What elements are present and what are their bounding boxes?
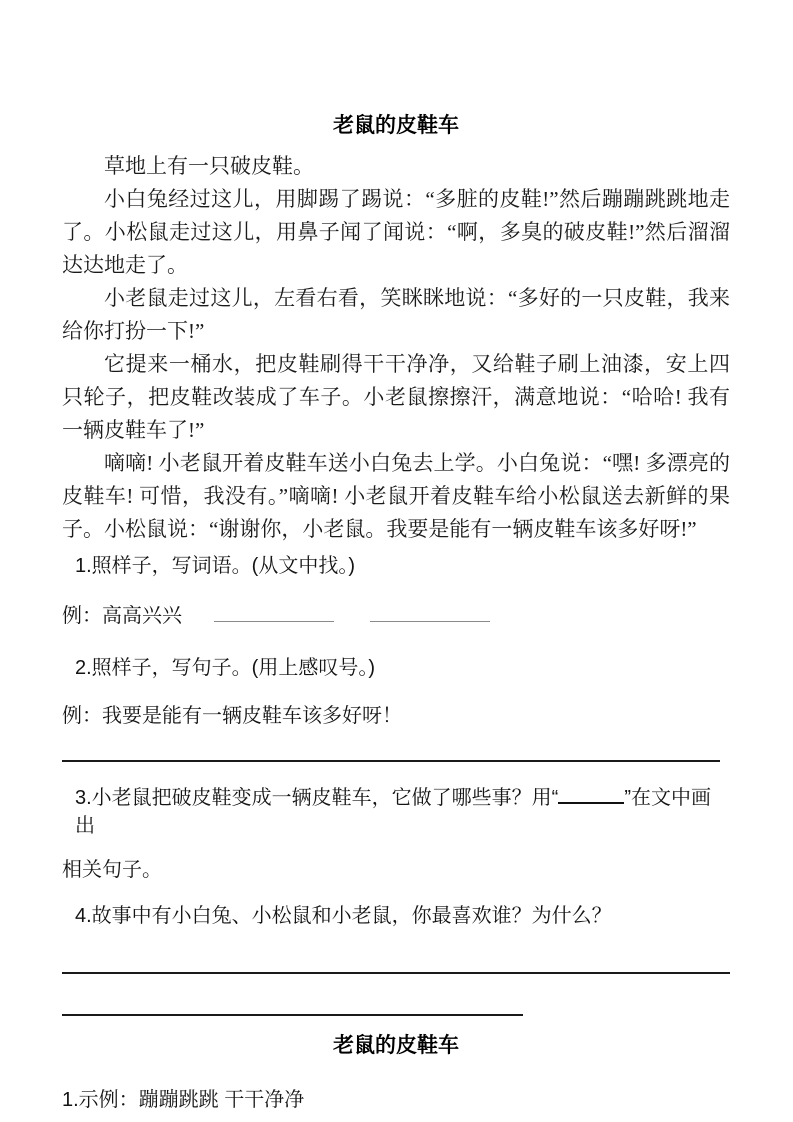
story-title: 老鼠的皮鞋车 xyxy=(333,114,459,137)
story-paragraph: 嘀嘀! 小老鼠开着皮鞋车送小白兔去上学。小白兔说：“嘿! 多漂亮的皮鞋车! 可惜，我没有。”嘀嘀! 小老鼠开着皮鞋车给小松鼠送去新鲜的果子。小松鼠说：“谢谢你，小老鼠。我要是能有一辆皮鞋车该多好呀!” xyxy=(62,451,730,541)
answer-key-divider xyxy=(62,1014,523,1016)
section-divider xyxy=(62,972,730,974)
question-3-continuation: 相关句子。 xyxy=(62,859,162,881)
question-1: 1.照样子，写词语。(从文中找。) xyxy=(75,555,355,577)
question-4: 4.故事中有小白兔、小松鼠和小老鼠，你最喜欢谁？为什么？ xyxy=(75,905,612,927)
question-3-text-before-blank: 3.小老鼠把破皮鞋变成一辆皮鞋车，它做了哪些事？用“ xyxy=(75,787,559,809)
story-paragraph: 小白兔经过这儿，用脚踢了踢说：“多脏的皮鞋!”然后蹦蹦跳跳地走了。小松鼠走过这儿，用鼻子闻了闻说：“啊，多臭的破皮鞋!”然后溜溜达达地走了。 xyxy=(62,187,730,277)
underline-blank xyxy=(558,786,624,804)
answer-key-title: 老鼠的皮鞋车 xyxy=(333,1034,459,1057)
question-1-example-row xyxy=(62,602,730,630)
answer-blank-line xyxy=(214,603,334,622)
answer-blank-line xyxy=(370,603,490,622)
story-paragraph: 草地上有一只破皮鞋。 xyxy=(104,154,314,178)
question-2-example: 例：我要是能有一辆皮鞋车该多好呀！ xyxy=(62,705,402,727)
question-2: 2.照样子，写句子。(用上感叹号。) xyxy=(75,657,375,679)
question-3-text-after-blank: ”在文中画出 xyxy=(75,787,712,837)
story-passage xyxy=(62,150,730,546)
story-paragraph: 它提来一桶水，把皮鞋刷得干干净净，又给鞋子刷上油漆，安上四只轮子，把皮鞋改装成了车子。小老鼠擦擦汗，满意地说：“哈哈! 我有一辆皮鞋车了!” xyxy=(62,352,730,442)
section-divider xyxy=(62,760,720,762)
question-3 xyxy=(62,784,730,840)
example-1-label: 例：高高兴兴 xyxy=(62,605,182,627)
story-paragraph: 小老鼠走过这儿，左看右看，笑眯眯地说：“多好的一只皮鞋，我来给你打扮一下!” xyxy=(62,286,730,343)
answer-item-1: 1.示例：蹦蹦跳跳 干干净净 xyxy=(62,1089,305,1111)
